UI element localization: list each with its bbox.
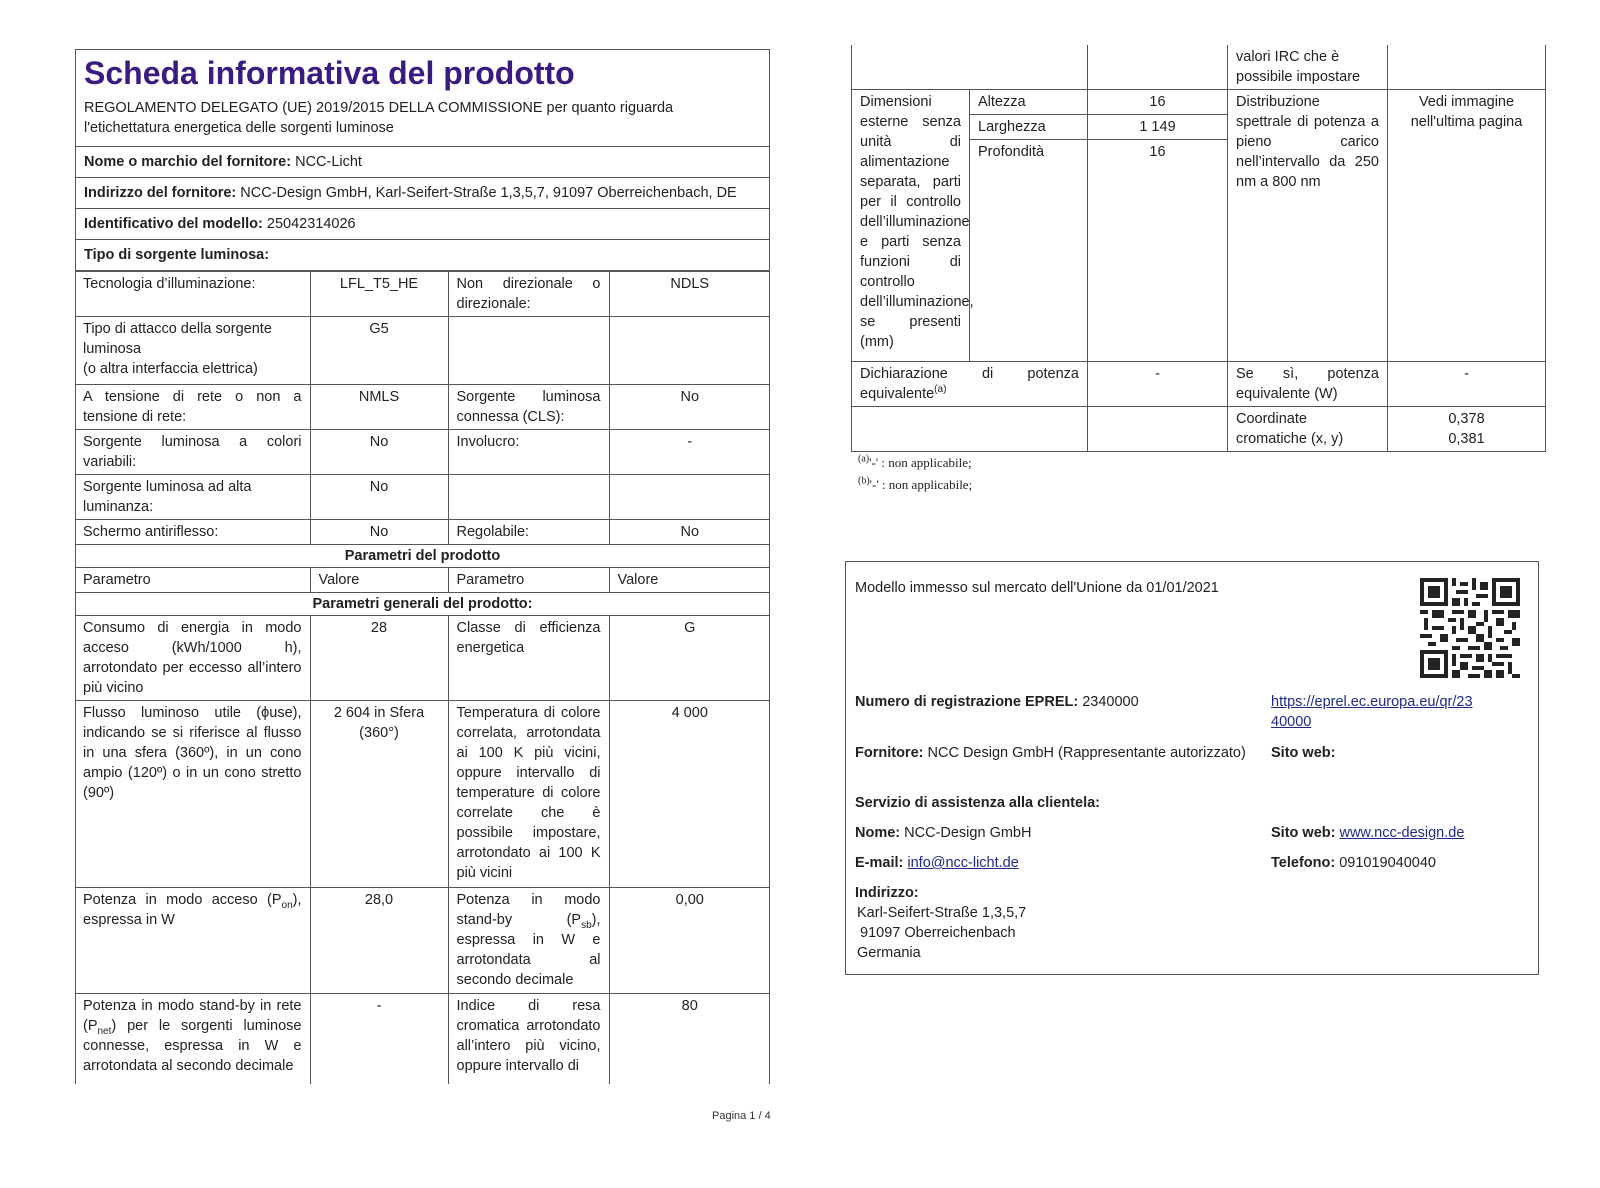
- subscript: on: [281, 899, 293, 911]
- cell-value: G: [609, 616, 770, 701]
- phone-label: Telefono:: [1271, 855, 1336, 871]
- chromaticity-y: 0,381: [1448, 431, 1485, 447]
- column-header: Valore: [310, 568, 448, 593]
- cell-value: 4 000: [609, 701, 770, 888]
- cri-continuation: valori IRC che è possibile impostare: [1228, 45, 1388, 90]
- cell-value: No: [609, 385, 770, 430]
- cell-label-text: Potenza in modo stand-by in rete (P: [83, 998, 302, 1034]
- height-label: Altezza: [970, 90, 1088, 115]
- light-source-type-label: Tipo di sorgente luminosa:: [84, 247, 270, 263]
- cell-label-text: (o altra interfaccia elettrica): [83, 361, 258, 377]
- qr-code-icon: [1420, 578, 1520, 678]
- cell-label-text: Dichiarazione di potenza equivalente: [860, 366, 1079, 402]
- cell-label: [75, 888, 310, 994]
- registration-value: 2340000: [1082, 694, 1139, 710]
- cell-label: [448, 888, 609, 994]
- cell-label: Sorgente luminosa ad alta luminanza:: [75, 475, 310, 520]
- cell-value: No: [609, 520, 770, 545]
- cell-label: [75, 317, 310, 385]
- footnote-text: '-' : non applicabile;: [869, 455, 972, 470]
- cell-label: Indice di resa cromatica arrotondato all’intero più vicino, oppure intervallo di: [448, 994, 609, 1085]
- address-line: Karl-Seifert-Straße 1,3,5,7: [857, 905, 1027, 921]
- height-value: 16: [1088, 90, 1228, 115]
- cell-label-text: Potenza in modo acceso (P: [83, 892, 282, 908]
- depth-value: 16: [1088, 140, 1228, 362]
- email-label: E-mail:: [855, 855, 904, 871]
- subscript: sb: [581, 919, 592, 931]
- cell-label: Temperatura di colore correlata, arrotondata ai 100 K più vicini, oppure intervallo di temperature di colore correlate che è possibile impostare, arrotondato ai 100 K più vicini: [448, 701, 609, 888]
- footnotes: [858, 452, 972, 496]
- cell-value: 0,00: [609, 888, 770, 994]
- cell-value: NDLS: [609, 272, 770, 317]
- equivalent-watt-label: Se sì, potenza equivalente (W): [1228, 362, 1388, 407]
- supplier-address-value: NCC-Design GmbH, Karl-Seifert-Straße 1,3,5,7, 91097 Oberreichenbach, DE: [240, 185, 737, 201]
- cell-value: NMLS: [310, 385, 448, 430]
- cell-label: [448, 317, 609, 385]
- footnote-mark: (a): [858, 453, 870, 465]
- cell-value: LFL_T5_HE: [310, 272, 448, 317]
- phone-value: 091019040040: [1339, 855, 1436, 871]
- email-row: [855, 853, 1019, 873]
- column-header: Parametro: [448, 568, 609, 593]
- spd-value: Vedi immagine nell'ultima pagina: [1388, 90, 1546, 362]
- website-row: [1271, 823, 1464, 843]
- phone-row: [1271, 853, 1436, 873]
- cell-empty: [852, 407, 1088, 452]
- table-row: [75, 888, 770, 994]
- eprel-info-box: [845, 561, 1539, 975]
- customer-service-label: Servizio di assistenza alla clientela:: [855, 795, 1100, 811]
- footnote-ref: (a): [934, 384, 947, 396]
- cell-value: -: [609, 430, 770, 475]
- email-link[interactable]: info@ncc-licht.de: [907, 855, 1019, 871]
- cell-label: [75, 994, 310, 1085]
- chromaticity-x: 0,378: [1448, 411, 1485, 427]
- cell-label: Involucro:: [448, 430, 609, 475]
- supplier-name-label: Nome o marchio del fornitore:: [84, 154, 292, 170]
- cell-label: Flusso luminoso utile (ϕuse), indicando se si riferisce al flusso in una sfera (360º), in un cono ampio (120º) o in un cono stretto (90º): [75, 701, 310, 888]
- table-row: [852, 90, 1546, 115]
- eprel-link-line: https://eprel.ec.europa.eu/qr/23: [1271, 694, 1473, 710]
- address-block: [855, 883, 1026, 963]
- table-row: [75, 475, 770, 520]
- column-header: Parametro: [75, 568, 310, 593]
- cell-label: A tensione di rete o non a tensione di rete:: [75, 385, 310, 430]
- table-row: [75, 430, 770, 475]
- eprel-link[interactable]: [1271, 692, 1511, 732]
- cell-label-text: ) per le sorgenti luminose connesse, espressa in W e arrotondata al secondo decimale: [83, 1018, 302, 1074]
- supplier-address-row: [76, 178, 769, 209]
- width-label: Larghezza: [970, 115, 1088, 140]
- product-info-sheet: [75, 49, 770, 1084]
- table-row: [75, 593, 770, 616]
- cell-label: Tecnologia d’illuminazione:: [75, 272, 310, 317]
- footnote: [858, 474, 972, 496]
- model-id-row: [76, 209, 769, 240]
- cell-label: Regolabile:: [448, 520, 609, 545]
- cell-empty: [1088, 407, 1228, 452]
- footnote-text: '-' : non applicabile;: [869, 477, 973, 492]
- address-line: 91097 Oberreichenbach: [860, 925, 1016, 941]
- table-row: [75, 568, 770, 593]
- table-row: [75, 385, 770, 430]
- width-value: 1 149: [1088, 115, 1228, 140]
- table-row: [852, 362, 1546, 407]
- website-label: Sito web:: [1271, 745, 1336, 761]
- table-row: [75, 994, 770, 1085]
- cell-empty: [1388, 45, 1546, 90]
- contact-name-row: [855, 823, 1031, 843]
- supplier-name-row: [76, 147, 769, 178]
- website-label: Sito web:: [1271, 825, 1336, 841]
- cell-value: [609, 475, 770, 520]
- dimensions-label: Dimensioni esterne senza unità di alimentazione separata, parti per il controllo dell’illuminazione e parti senza funzioni di controllo dell’illuminazione, se presenti (mm): [852, 90, 970, 362]
- cell-value: [609, 317, 770, 385]
- cell-label: Schermo antiriflesso:: [75, 520, 310, 545]
- cell-value: 80: [609, 994, 770, 1085]
- market-date-text: Modello immesso sul mercato dell'Unione da 01/01/2021: [855, 580, 1219, 596]
- general-params-heading: Parametri generali del prodotto:: [75, 593, 770, 616]
- cell-label-text: Tipo di attacco della sorgente luminosa: [83, 321, 272, 357]
- table-row: [75, 317, 770, 385]
- cell-label-text: ), espressa in W e arrotondata al secondo decimale: [456, 912, 601, 988]
- continuation-table: [851, 45, 1546, 452]
- eprel-link-line: 40000: [1271, 714, 1312, 730]
- table-row: [852, 45, 1546, 90]
- depth-label: Profondità: [970, 140, 1088, 362]
- website-link[interactable]: www.ncc-design.de: [1339, 825, 1465, 841]
- spd-label: Distribuzione spettrale di potenza a pieno carico nell’intervallo da 250 nm a 800 nm: [1228, 90, 1388, 362]
- cell-value: G5: [310, 317, 448, 385]
- registration-row: [855, 692, 1139, 712]
- subscript: net: [97, 1025, 112, 1037]
- cell-label: [448, 475, 609, 520]
- footnote-mark: (b): [858, 475, 870, 487]
- cell-value: 28,0: [310, 888, 448, 994]
- cell-label: Non direzionale o direzionale:: [448, 272, 609, 317]
- supplier-value: NCC Design GmbH (Rappresentante autorizzato): [927, 745, 1246, 761]
- regulation-subtitle: REGOLAMENTO DELEGATO (UE) 2019/2015 DELLA COMMISSIONE per quanto riguarda l'etichettatura energetica delle sorgenti luminose: [76, 92, 769, 147]
- table-row: [75, 701, 770, 888]
- product-params-heading: Parametri del prodotto: [75, 545, 770, 568]
- column-header: Valore: [609, 568, 770, 593]
- cell-value: 28: [310, 616, 448, 701]
- model-id-value: 25042314026: [266, 216, 356, 232]
- cell-label: Sorgente luminosa connessa (CLS):: [448, 385, 609, 430]
- cell-empty: [1088, 45, 1228, 90]
- address-line: Germania: [857, 945, 921, 961]
- supplier-row: [855, 743, 1255, 763]
- light-source-type-row: [76, 240, 769, 271]
- table-row: [75, 272, 770, 317]
- supplier-label: Fornitore:: [855, 745, 924, 761]
- page-title: Scheda informativa del prodotto: [84, 55, 575, 91]
- equivalent-power-label: [852, 362, 1088, 407]
- address-label: Indirizzo:: [855, 885, 919, 901]
- table-row: [75, 616, 770, 701]
- equivalent-watt-value: -: [1388, 362, 1546, 407]
- cell-value: No: [310, 520, 448, 545]
- cell-value: 2 604 in Sfera (360°): [310, 701, 448, 888]
- registration-label: Numero di registrazione EPREL:: [855, 694, 1079, 710]
- cell-label-text: ), espressa in W: [83, 892, 302, 928]
- cell-value: -: [310, 994, 448, 1085]
- supplier-name-value: NCC-Licht: [295, 154, 362, 170]
- page-number: Pagina 1 / 4: [712, 1110, 771, 1122]
- cell-label: Consumo di energia in modo acceso (kWh/1000 h), arrotondato per eccesso all’intero più vicino: [75, 616, 310, 701]
- table-row: [75, 545, 770, 568]
- table-row: [75, 520, 770, 545]
- chromaticity-value: [1388, 407, 1546, 452]
- footnote: [858, 452, 972, 474]
- cell-value: No: [310, 475, 448, 520]
- cell-label: Sorgente luminosa a colori variabili:: [75, 430, 310, 475]
- cell-empty: [852, 45, 1088, 90]
- cell-label: Classe di efficienza energetica: [448, 616, 609, 701]
- cell-value: No: [310, 430, 448, 475]
- chromaticity-label: Coordinate cromatiche (x, y): [1228, 407, 1388, 452]
- equivalent-power-value: -: [1088, 362, 1228, 407]
- model-id-label: Identificativo del modello:: [84, 216, 263, 232]
- contact-name-value: NCC-Design GmbH: [904, 825, 1032, 841]
- cell-label-text: Potenza in modo stand-by (P: [456, 892, 601, 928]
- contact-name-label: Nome:: [855, 825, 901, 841]
- table-row: [852, 407, 1546, 452]
- light-source-table: [75, 271, 770, 1084]
- supplier-address-label: Indirizzo del fornitore:: [84, 185, 237, 201]
